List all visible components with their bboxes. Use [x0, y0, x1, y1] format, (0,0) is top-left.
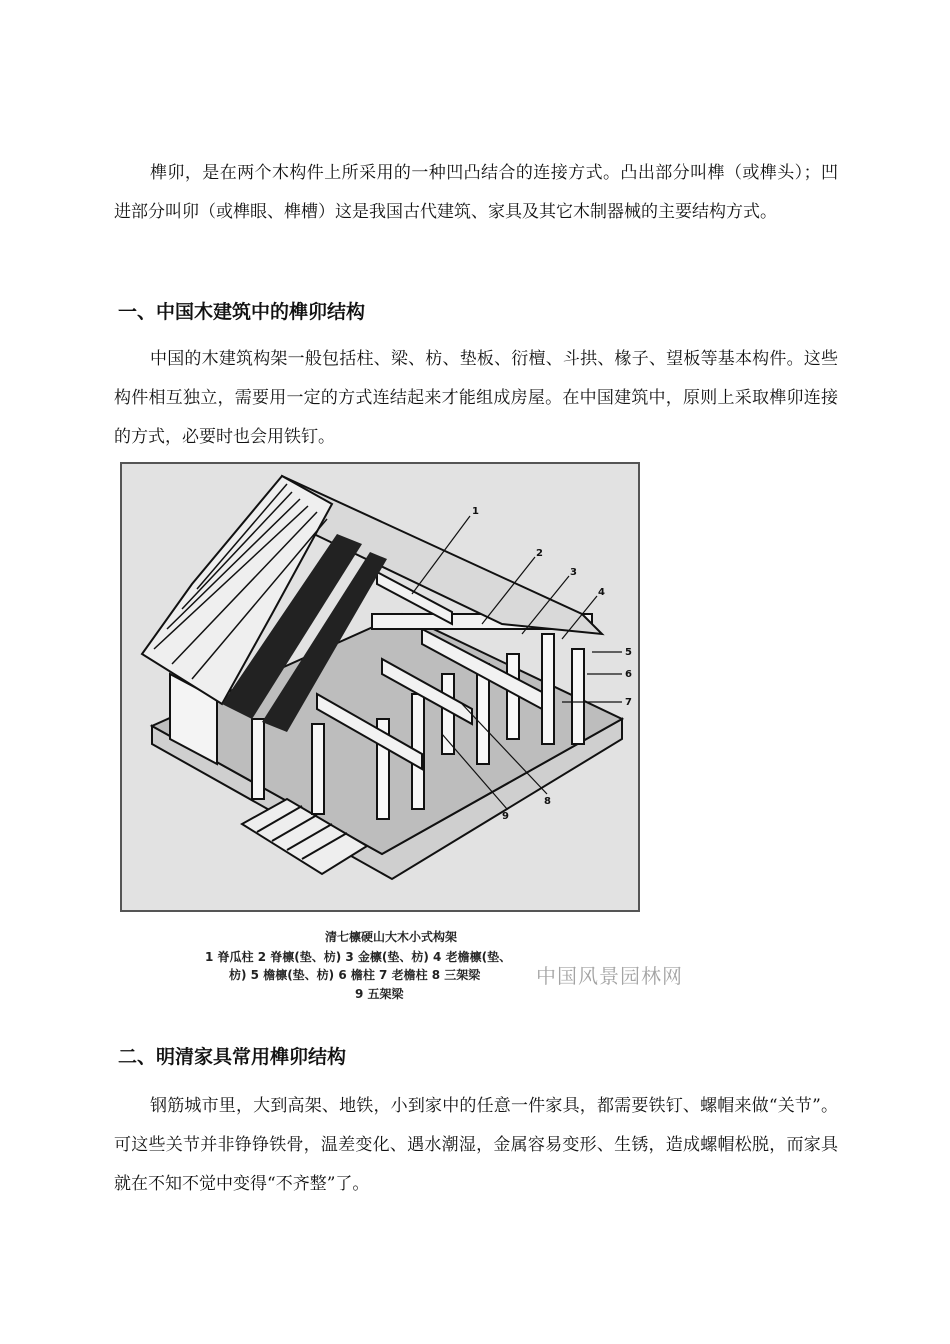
callout-6: 6 — [625, 669, 632, 680]
figure-caption-line-2: 枋) 5 檐檩(垫、枋) 6 檐柱 7 老檐柱 8 三架梁 — [229, 968, 481, 982]
callout-5: 5 — [625, 647, 632, 658]
furniture-paragraph: 钢筋城市里，大到高架、地铁，小到家中的任意一件家具，都需要铁钉、螺帽来做“关节”。可这些关节并非铮铮铁骨，温差变化、遇水潮湿，金属容易变形、生锈，造成螺帽松脱，而家具就在不知不觉中变得“不齐整”了。 — [114, 1096, 838, 1194]
watermark-logo: 中国风景园林网 — [536, 964, 683, 988]
callout-1: 1 — [472, 506, 479, 517]
callout-2: 2 — [536, 548, 543, 559]
section-heading-furniture: 二、明清家具常用榫卯结构 — [118, 1046, 347, 1068]
callout-4: 4 — [598, 587, 605, 598]
section-heading-wood-architecture: 一、中国木建筑中的榫卯结构 — [118, 301, 366, 323]
callout-7: 7 — [625, 697, 632, 708]
timber-frame-illustration — [120, 462, 640, 912]
callout-9: 9 — [502, 811, 509, 822]
intro-paragraph: 榫卯，是在两个木构件上所采用的一种凹凸结合的连接方式。凸出部分叫榫（或榫头）；凹进部分叫卯（或榫眼、榫槽）这是我国古代建筑、家具及其它木制器械的主要结构方式。 — [114, 163, 838, 222]
figure-caption-title: 清七檩硬山大木小式构架 — [325, 930, 458, 944]
wood-architecture-paragraph: 中国的木建筑构架一般包括柱、梁、枋、垫板、衍檀、斗拱、椽子、望板等基本构件。这些构件相互独立，需要用一定的方式连结起来才能组成房屋。在中国建筑中，原则上采取榫卯连接的方式，必要时也会用铁钉。 — [114, 349, 838, 447]
callout-3: 3 — [570, 567, 577, 578]
callout-8: 8 — [544, 796, 551, 807]
figure-caption-line-1: 1 脊瓜柱 2 脊檩(垫、枋) 3 金檩(垫、枋) 4 老檐檩(垫、 — [205, 950, 512, 964]
figure-caption-line-3: 9 五架梁 — [355, 987, 404, 1001]
timber-frame-drawing — [122, 464, 638, 910]
